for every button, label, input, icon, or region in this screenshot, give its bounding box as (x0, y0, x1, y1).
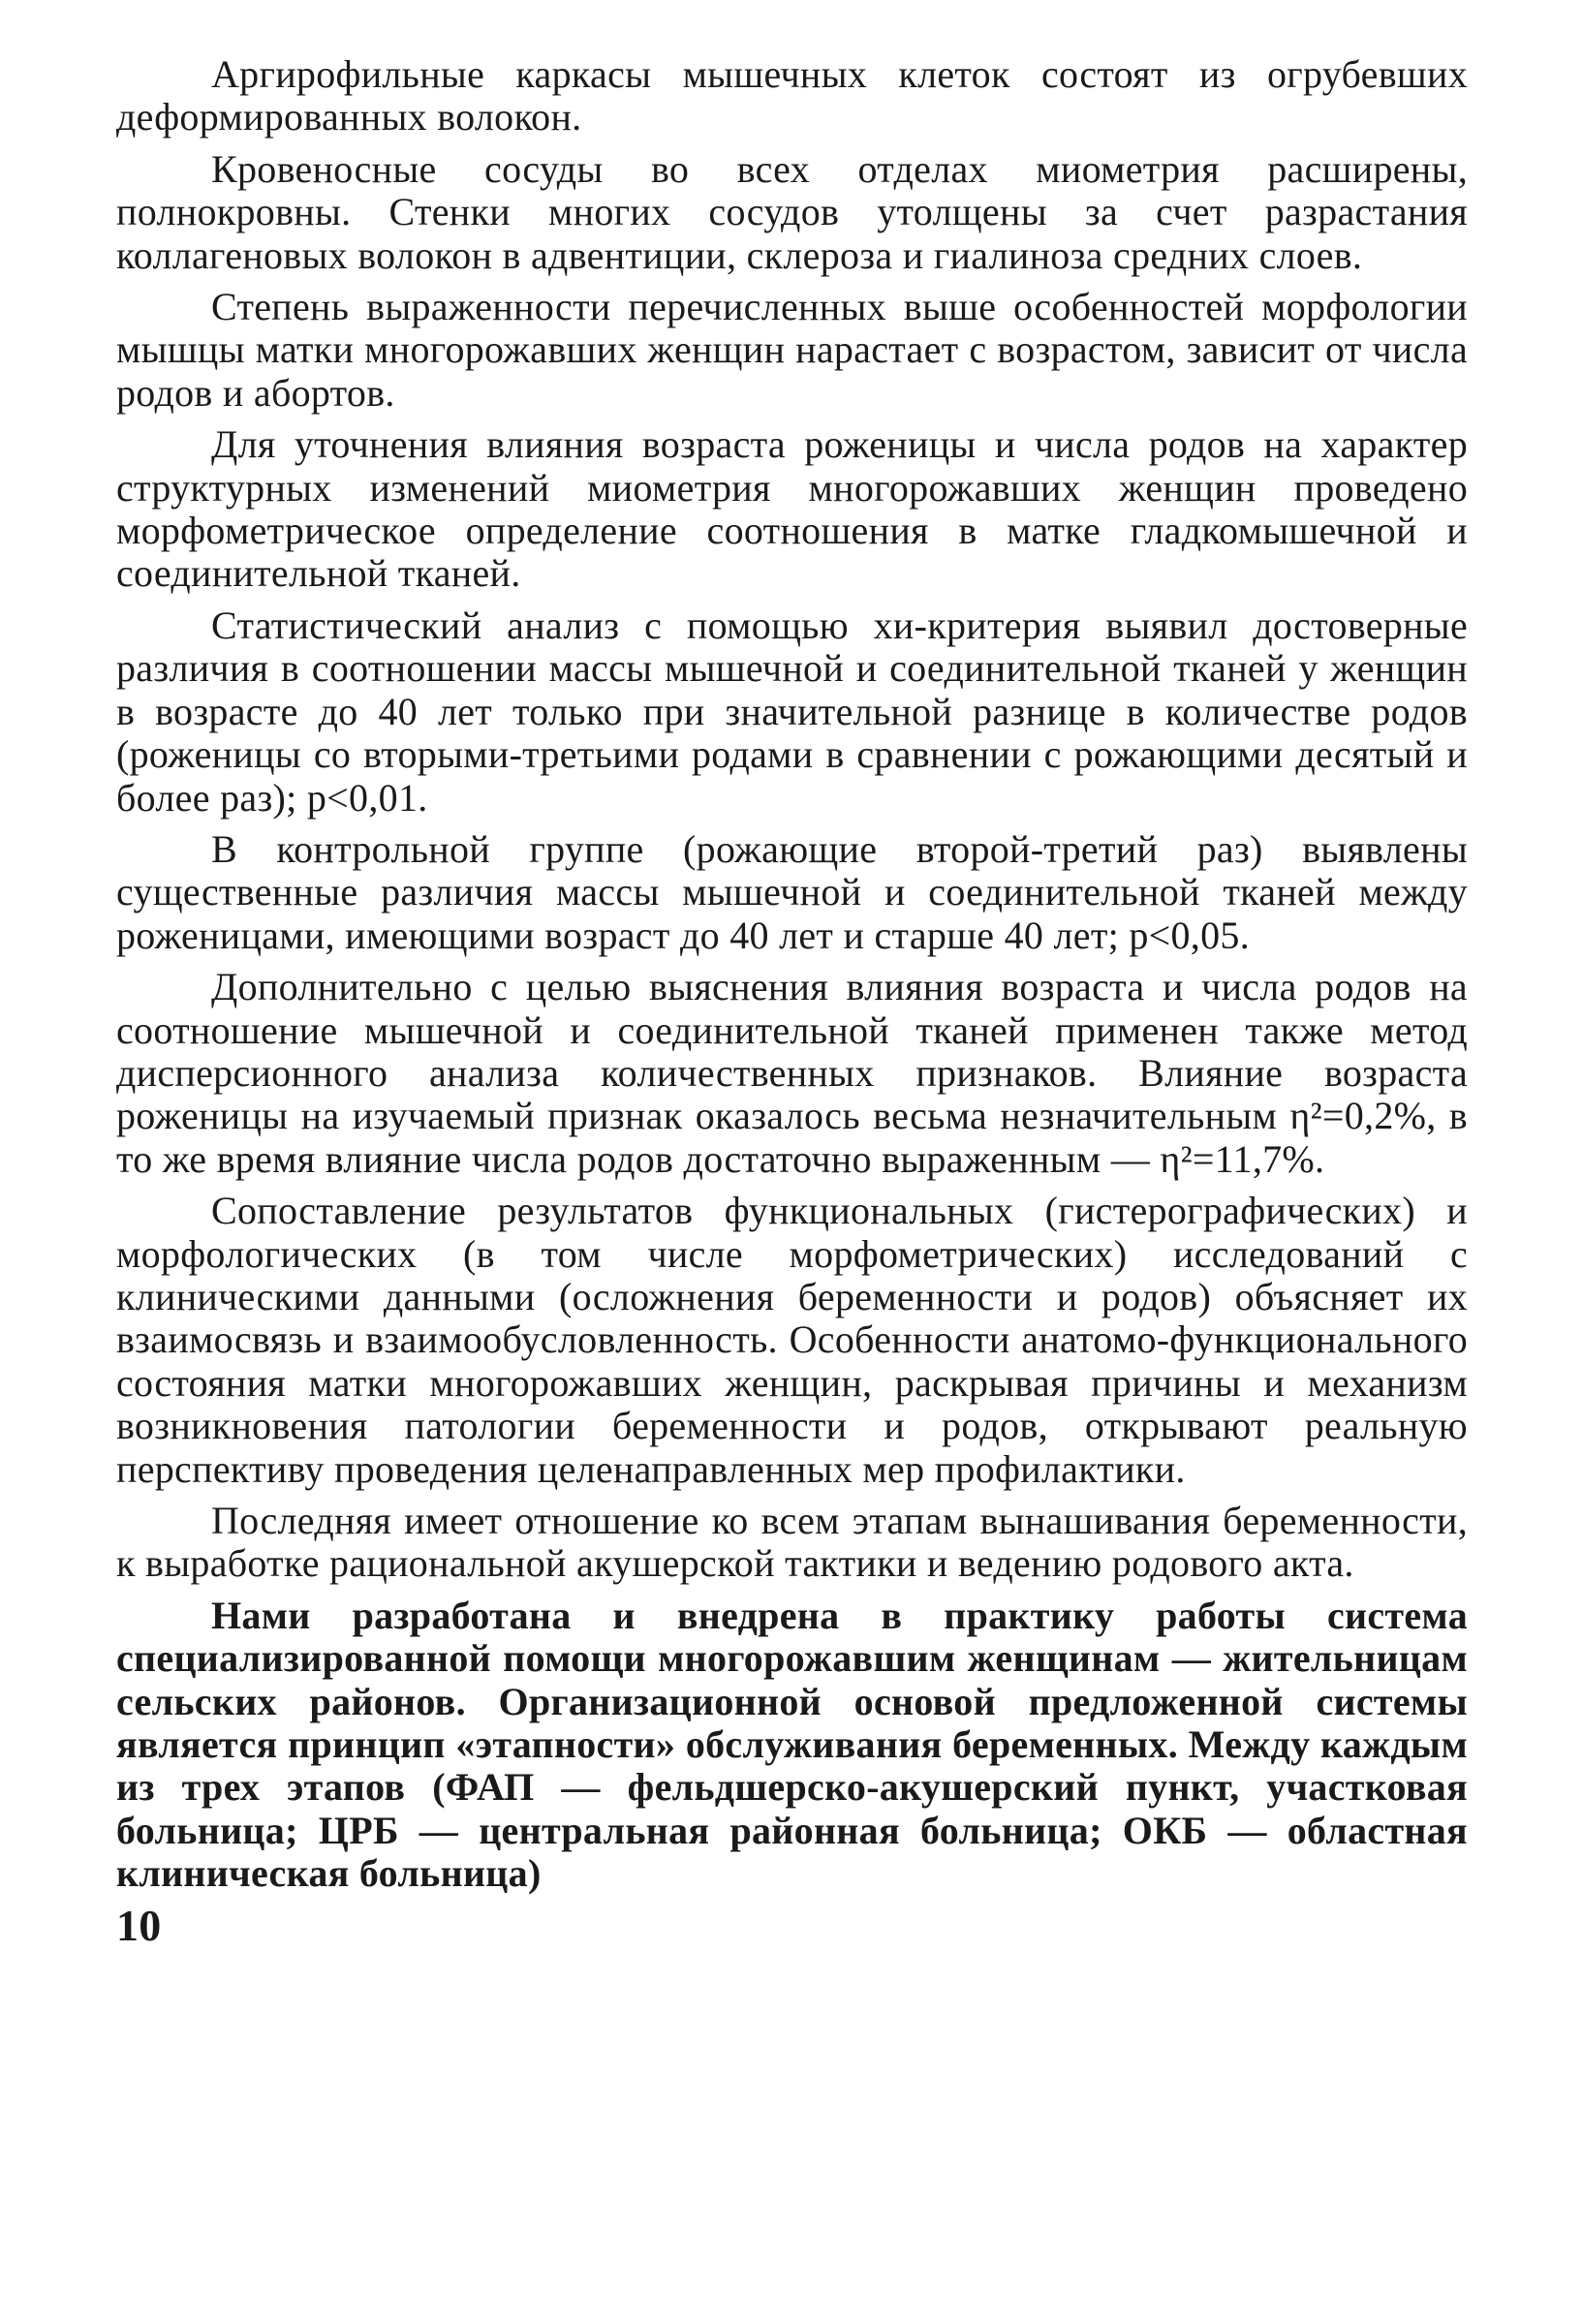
paragraph: Кровеносные сосуды во всех отделах миометрия расширены, полнокровны. Стенки многих сосудов утолщены за счет разрастания коллагеновых волокон в адвентиции, склероза и гиалиноза средних слоев. (116, 146, 1468, 277)
paragraph: Дополнительно с целью выяснения влияния возраста и числа родов на соотношение мышечной и соединительной тканей применен также метод дисперсионного анализа количественных признаков. Влияние возраста роженицы на изучаемый признак оказалось весьма незначительным η²=0,2%, в то же время влияние числа родов достаточно выраженным — η²=11,7%. (116, 965, 1468, 1181)
paragraph: Сопоставление результатов функциональных (гистерографических) и морфологических (в том числе морфометрических) исследований с клиническими данными (осложнения беременности и родов) объясняет их взаимосвязь и взаимообусловленность. Особенности анатомо-функционального состояния матки многорожавших женщин, раскрывая причины и механизм возникновения патологии беременности и родов, открывают реальную перспективу проведения целенаправленных мер профилактики. (116, 1189, 1468, 1491)
paragraph: В контрольной группе (рожающие второй-третий раз) выявлены существенные различия массы мышечной и соединительной тканей между роженицами, имеющими возраст до 40 лет и старше 40 лет; p<0,05. (116, 826, 1468, 957)
paragraph: Последняя имеет отношение ко всем этапам вынашивания беременности, к выработке рациональной акушерской тактики и ведению родового акта. (116, 1499, 1468, 1586)
paragraph: Аргирофильные каркасы мышечных клеток состоят из огрубевших деформированных волокон. (116, 52, 1468, 139)
paragraph: Для уточнения влияния возраста роженицы и числа родов на характер структурных изменений миометрия многорожавших женщин проведено морфометрическое определение соотношения в матке гладкомышечной и соединительной тканей. (116, 422, 1468, 596)
paragraph: Статистический анализ с помощью хи-критерия выявил достоверные различия в соотношении массы мышечной и соединительной тканей у женщин в возрасте до 40 лет только при значительной разнице в количестве родов (роженицы со вторыми-третьими родами в сравнении с рожающими десятый и более раз); p<0,01. (116, 603, 1468, 820)
paragraph: Нами разработана и внедрена в практику работы система специализированной помощи многорожавшим женщинам — жительницам сельских районов. Организационной основой предложенной системы является принцип «этапности» обслуживания беременных. Между каждым из трех этапов (ФАП — фельдшерско-акушерский пункт, участковая больница; ЦРБ — центральная районная больница; ОКБ — областная клиническая больница) (116, 1593, 1468, 1896)
paragraph: Степень выраженности перечисленных выше особенностей морфологии мышцы матки многорожавших женщин нарастает с возрастом, зависит от числа родов и абортов. (116, 285, 1468, 415)
page-number: 10 (116, 1900, 162, 1950)
document-page (116, 53, 1468, 1950)
